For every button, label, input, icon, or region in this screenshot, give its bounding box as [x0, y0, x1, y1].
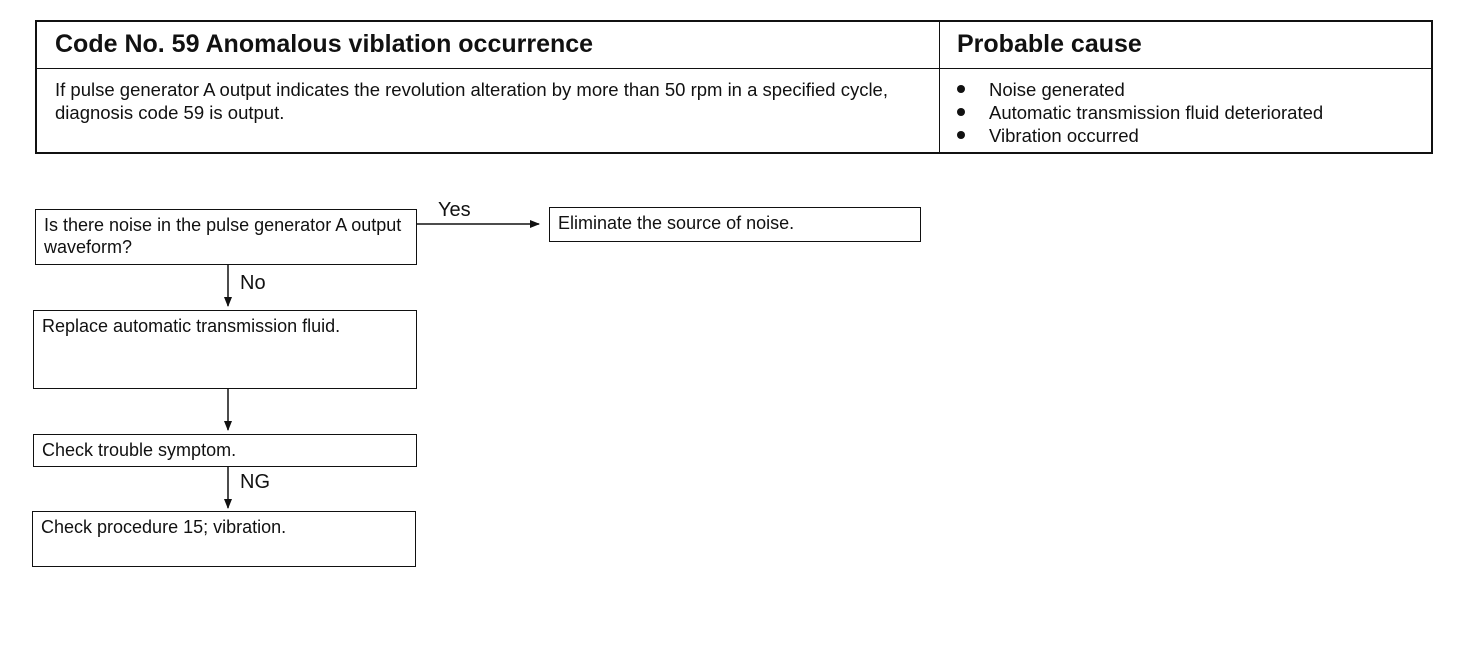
cause-item: Vibration occurred	[955, 124, 1323, 147]
no-label: No	[240, 272, 266, 294]
yes-label: Yes	[438, 199, 471, 221]
code-title: Code No. 59 Anomalous viblation occurrence	[55, 30, 594, 58]
replace-fluid-box: Replace automatic transmission fluid.	[33, 310, 417, 389]
cause-item: Automatic transmission fluid deteriorated	[955, 101, 1323, 124]
ng-label: NG	[240, 471, 270, 493]
code-description: If pulse generator A output indicates the revolution alteration by more than 50 rpm in a specified cycle, diagnosis code 59 is output.	[55, 79, 888, 123]
eliminate-noise-box: Eliminate the source of noise.	[549, 207, 921, 242]
cause-item: Noise generated	[955, 78, 1323, 101]
probable-cause-heading: Probable cause	[957, 30, 1142, 58]
question-noise-box: Is there noise in the pulse generator A output waveform?	[35, 209, 417, 265]
check-procedure-box: Check procedure 15; vibration.	[32, 511, 416, 567]
check-symptom-box: Check trouble symptom.	[33, 434, 417, 467]
